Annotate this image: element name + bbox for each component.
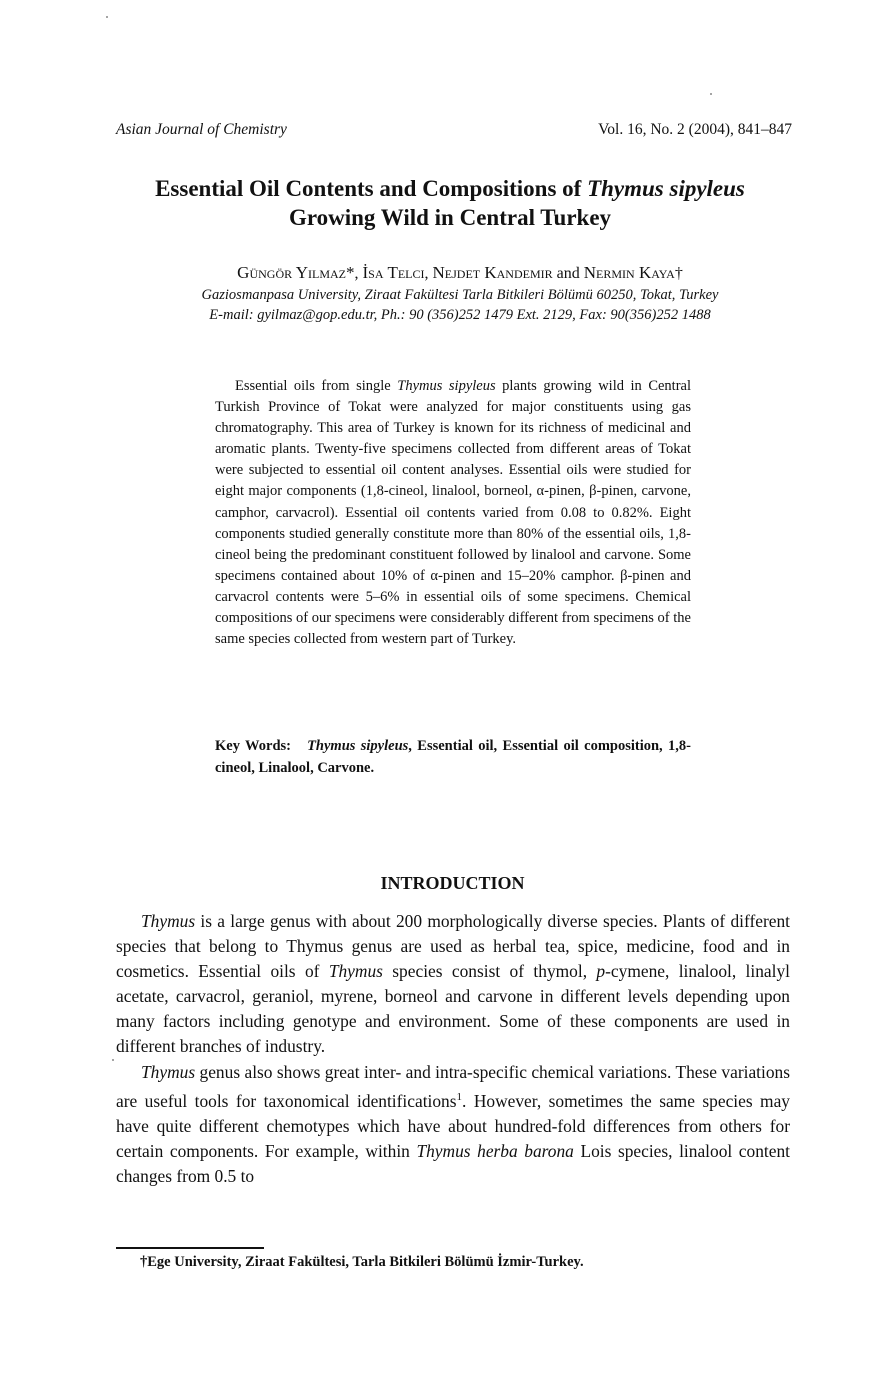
section-heading-introduction: INTRODUCTION bbox=[380, 873, 525, 893]
intro-text: is a large genus with about 200 morphologically diverse species. Plants of different species that belong to Thymus genus are used as herbal tea, spice, medicine, food and in cosmetics. Essential oils of bbox=[116, 911, 790, 982]
para-prefix: p bbox=[596, 961, 606, 982]
contact-info: E-mail: gyilmaz@gop.edu.tr, Ph.: 90 (356)252 1479 Ext. 2129, Fax: 90(356)252 1488 bbox=[209, 307, 711, 323]
intro-text: -cymene, linalool, linalyl acetate, carvacrol, geraniol, myrene, borneol and carvone in different levels depending upon many factors including genotype and environment. Some of these components are used in different branches of industry. bbox=[116, 961, 790, 1057]
footnote-divider bbox=[116, 1247, 264, 1249]
intro-text: Lois species, linalool content changes from 0.5 to bbox=[116, 1140, 790, 1186]
intro-text: species consist of thymol, bbox=[382, 961, 597, 982]
keywords bbox=[215, 735, 691, 779]
affiliation: Gaziosmanpasa University, Ziraat Fakültesi Tarla Bitkileri Bölümü 60250, Tokat, Turkey bbox=[201, 287, 719, 303]
volume-info: Vol. 16, No. 2 (2004), 841–847 bbox=[598, 121, 792, 138]
abstract-text-1: Essential oils from single bbox=[235, 378, 398, 394]
genus-name: Thymus bbox=[141, 911, 196, 931]
footnote: †Ege University, Ziraat Fakültesi, Tarla Bitkileri Bölümü İzmir-Turkey. bbox=[140, 1254, 584, 1270]
intro-paragraph-2 bbox=[116, 1060, 790, 1189]
author-2: İsa Telci bbox=[362, 263, 425, 282]
scan-speck bbox=[112, 1059, 114, 1061]
author-list: Güngör Yilmaz*, İsa Telci, Nejdet Kandemir and Nermin Kaya† bbox=[237, 263, 683, 282]
title-species: Thymus sipyleus bbox=[587, 176, 745, 201]
keywords-label: Key Words: bbox=[215, 738, 291, 754]
keywords-species: Thymus sipyleus bbox=[307, 738, 409, 754]
genus-name: Thymus bbox=[141, 1061, 196, 1082]
author-dagger: † bbox=[674, 265, 683, 282]
intro-text: genus also shows great inter- and intra-specific chemical variations. These variations are useful tools for taxonomical identifications bbox=[116, 1061, 790, 1111]
keywords-rest: , Essential oil, Essential oil composition, 1,8-cineol, Linalool, Carvone. bbox=[215, 738, 691, 776]
introduction-body bbox=[116, 909, 790, 1189]
species-name: Thymus herba barona bbox=[416, 1140, 574, 1161]
abstract-text-2: plants growing wild in Central Turkish Province of Tokat were analyzed for major constituents using gas chromatography. This area of Turkey is known for its richness of medicinal and aromatic plants. Twenty-five specimens collected from different areas of Tokat were subjected to essential oil content analyses. Essential oils were studied for eight major components (1,8-cineol, linalool, borneol, α-pinen, β-pinen, carvone, camphor, carvacrol). Essential oil contents varied from 0.08 to 0.82%. Eight components studied generally constitute more than 80% of the essential oils, 1,8-cineol being the predominant constituent followed by linalool and carvone. Some specimens contained about 10% of α-pinen and 15–20% camphor. β-pinen and carvacrol contents were 5–6% in essential oils of some specimens. Chemical compositions of our specimens were considerably different from specimens of the same species collected from western part of Turkey. bbox=[215, 378, 692, 648]
reference-marker: 1 bbox=[456, 1090, 463, 1103]
author-4: Nermin Kaya bbox=[583, 263, 675, 282]
author-3: Nejdet Kandemir bbox=[432, 263, 553, 282]
title-part2: Growing Wild in Central Turkey bbox=[288, 205, 612, 230]
abstract-species: Thymus sipyleus bbox=[397, 378, 496, 394]
intro-paragraph-1 bbox=[116, 909, 790, 1060]
abstract-paragraph bbox=[215, 376, 691, 650]
title-part1: Essential Oil Contents and Compositions of bbox=[155, 176, 588, 201]
journal-name: Asian Journal of Chemistry bbox=[116, 121, 287, 138]
intro-text: . However, sometimes the same species may have quite different chemotypes which have about hundred-fold differences from others for certain components. For example, within bbox=[116, 1090, 790, 1161]
author-and: and bbox=[552, 265, 584, 282]
scan-speck bbox=[710, 93, 712, 95]
abstract bbox=[215, 376, 691, 650]
paper-title bbox=[100, 174, 800, 232]
genus-name: Thymus bbox=[328, 961, 383, 982]
scan-speck bbox=[106, 16, 108, 18]
affiliation-block bbox=[100, 285, 820, 325]
author-1: Güngör Yilmaz* bbox=[237, 263, 355, 282]
